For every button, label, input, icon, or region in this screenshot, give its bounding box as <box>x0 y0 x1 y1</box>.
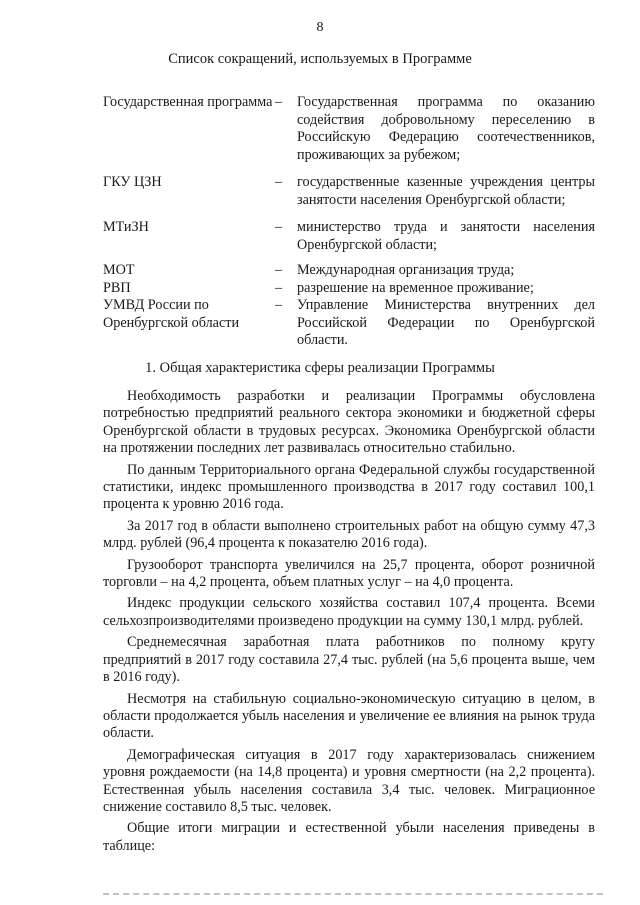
abbreviation-dash: – <box>275 94 283 110</box>
abbreviation-row <box>103 94 595 164</box>
paragraph: Необходимость разработки и реализации Программы обусловлена потребностью предприятий реального сектора экономики и бюджетной сферы Оренбургской области в трудовых ресурсах. Экономика Оренбургской области на протяжении последних лет развивалась относительно стабильно. <box>103 388 595 457</box>
cut-off-table-edge <box>103 893 603 895</box>
abbreviation-dash: – <box>275 174 283 190</box>
paragraph: Грузооборот транспорта увеличился на 25,7 процента, оборот розничной торговли – на 4,2 процента, объем платных услуг – на 4,0 процента. <box>103 556 595 591</box>
abbreviation-definition: разрешение на временное проживание; <box>297 279 534 296</box>
abbreviation-term: ГКУ ЦЗН <box>103 174 162 190</box>
section-body <box>103 388 595 859</box>
abbreviation-row <box>103 219 595 254</box>
abbreviation-term: УМВД России по Оренбургской области <box>103 297 240 331</box>
paragraph: За 2017 год в области выполнено строительных работ на общую сумму 47,3 млрд. рублей (96,4 процента к показателю 2016 года). <box>103 517 595 552</box>
abbreviation-dash: – <box>275 297 283 313</box>
abbreviation-dash: – <box>275 262 283 278</box>
page-number: 8 <box>316 20 324 35</box>
abbreviation-definition: Управление Министерства внутренних дел Российской Федерации по Оренбургской области. <box>297 297 595 348</box>
abbreviation-dash: – <box>275 279 283 296</box>
abbreviation-term: РВП <box>103 279 131 296</box>
paragraph: Демографическая ситуация в 2017 году характеризовалась снижением уровня рождаемости (на 14,8 процента) и уровня смертности (на 2,2 процента). Естественная убыль населения составила 3,4 тыс. человек. Миграционное снижение составило 8,5 тыс. человек. <box>103 746 595 815</box>
abbreviations-list <box>103 94 595 350</box>
paragraph: Несмотря на стабильную социально-экономическую ситуацию в целом, в области продолжается убыль населения и увеличение ее влияния на рынок труда области. <box>103 690 595 742</box>
abbreviation-definition: Международная организация труда; <box>297 262 515 278</box>
abbreviation-row <box>103 280 595 298</box>
abbreviation-row <box>103 262 595 280</box>
abbreviation-dash: – <box>275 219 283 235</box>
abbreviation-definition: Государственная программа по оказанию содействия добровольному переселению в Российскую Федерацию соотечественников, проживающих за рубежом; <box>297 94 595 163</box>
paragraph: По данным Территориального органа Федеральной службы государственной статистики, индекс промышленного производства в 2017 году составил 100,1 процента к уровню 2016 года. <box>103 461 595 513</box>
section-title: 1. Общая характеристика сферы реализации Программы <box>145 360 495 376</box>
abbreviation-row <box>103 174 595 209</box>
paragraph: Среднемесячная заработная плата работников по полному кругу предприятий в 2017 году составила 27,4 тыс. рублей (на 5,6 процента выше, чем в 2016 году). <box>103 634 595 686</box>
abbreviation-term: Государственная программа <box>103 94 273 110</box>
abbreviation-term: МОТ <box>103 262 135 278</box>
abbreviation-definition: государственные казенные учреждения центры занятости населения Оренбургской области; <box>297 174 595 208</box>
abbreviations-title: Список сокращений, используемых в Программе <box>168 51 472 67</box>
abbreviation-definition: министерство труда и занятости населения Оренбургской области; <box>297 219 595 253</box>
paragraph: Индекс продукции сельского хозяйства составил 107,4 процента. Всеми сельхозпроизводителями произведено продукции на сумму 130,1 млрд. рублей. <box>103 595 595 629</box>
abbreviation-row <box>103 297 595 350</box>
paragraph: Общие итоги миграции и естественной убыли населения приведены в таблице: <box>103 820 595 854</box>
abbreviation-term: МТиЗН <box>103 219 149 235</box>
